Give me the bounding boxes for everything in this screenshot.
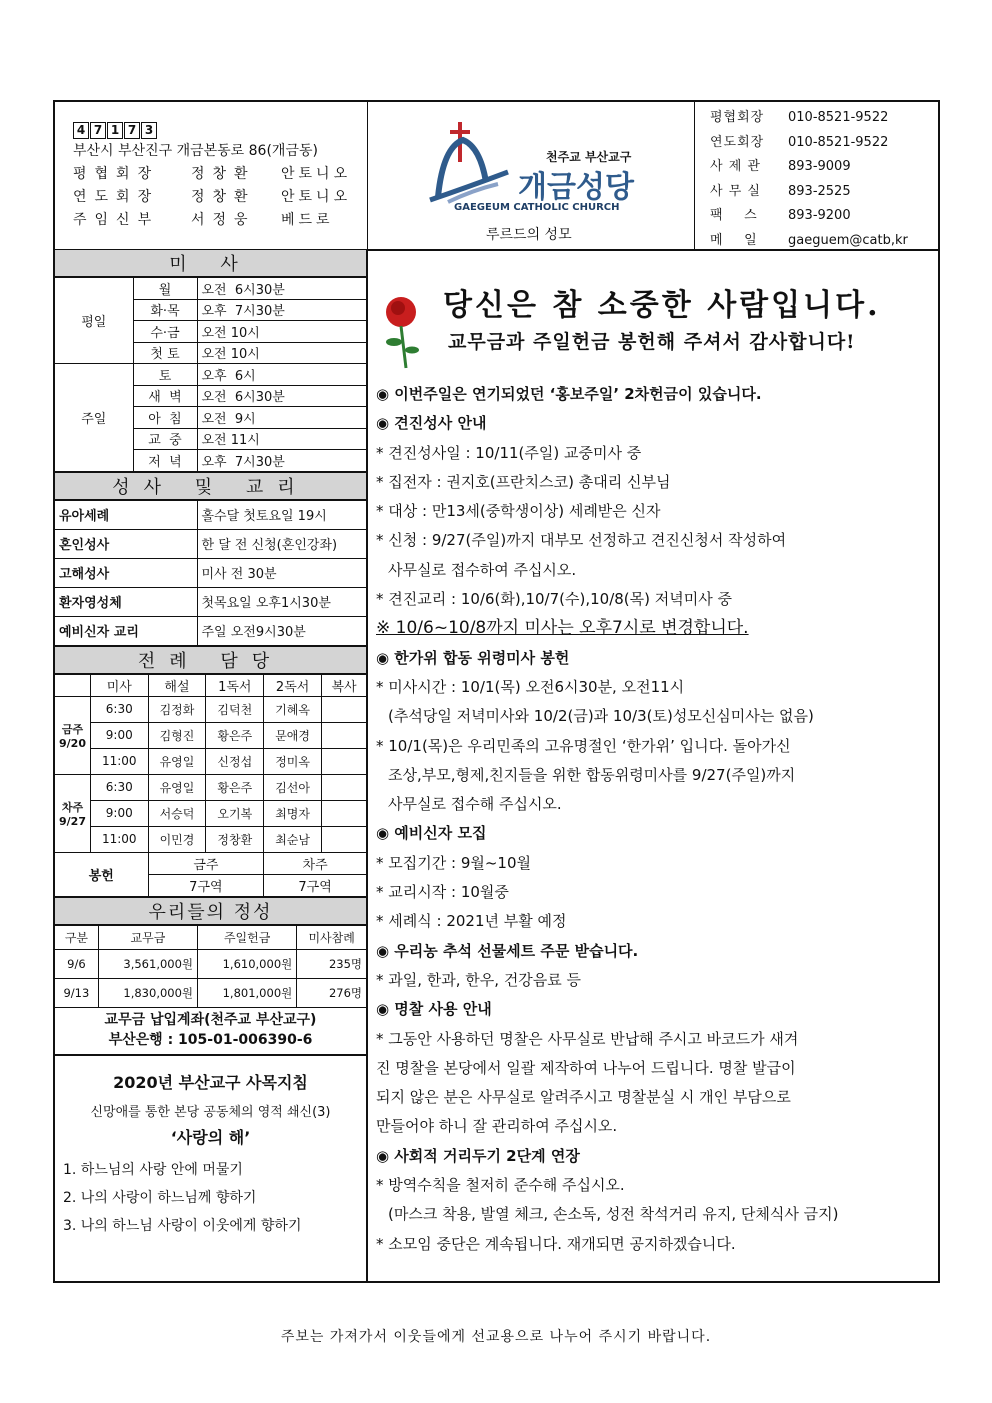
zip-digit: 3	[141, 122, 157, 139]
liturgy-cell: 유영일	[148, 774, 206, 800]
notice-line: ◉ 우리농 추석 선물세트 주문 받습니다.	[376, 941, 639, 960]
logo-church-name: 개금성당	[518, 170, 634, 205]
person-baptism: 안토니오	[281, 166, 352, 182]
liturgy-header: 1독서	[206, 674, 264, 696]
notice-line: ◉ 한가위 합동 위령미사 봉헌	[376, 648, 570, 667]
contact-value: 893-9009	[788, 159, 851, 174]
offerings-cell: 9/13	[55, 978, 98, 1007]
notice-line: * 대상 : 만13세(중학생이상) 세례받은 신자	[376, 502, 661, 521]
person-role: 연도회장	[73, 189, 160, 205]
liturgy-row	[55, 722, 366, 748]
mass-time: 오전 10시	[197, 321, 366, 343]
liturgy-cell: 최순남	[264, 826, 322, 852]
liturgy-cell: 김정화	[148, 696, 206, 722]
pastoral-item: 3. 나의 하느님 사랑이 이웃에게 향하기	[63, 1217, 302, 1234]
contact-value: 010-8521-9522	[788, 110, 889, 125]
bulletin-frame	[53, 100, 940, 1283]
notice-line: 사무실로 접수하여 주십시오.	[388, 560, 577, 579]
liturgy-cell	[322, 722, 366, 748]
liturgy-row	[55, 696, 366, 722]
contacts-block	[695, 102, 940, 250]
sacrament-name: 유아세례	[55, 500, 197, 529]
liturgy-cell: 유영일	[148, 748, 206, 774]
offerings-cell: 1,801,000원	[198, 978, 297, 1007]
sacrament-title: 성사 및 교리	[55, 472, 366, 500]
mass-row	[55, 278, 366, 300]
mass-time: 오전 6시30분	[197, 385, 366, 407]
header-person-row	[73, 209, 367, 232]
mass-day: 수·금	[133, 321, 197, 343]
notice-line: * 교리시작 : 10월중	[376, 883, 509, 902]
pastoral-list	[55, 1156, 366, 1240]
notice-line: * 미사시간 : 10/1(목) 오전6시30분, 오전11시	[376, 677, 685, 696]
notice-line: * 견진교리 : 10/6(화),10/7(수),10/8(목) 저녁미사 중	[376, 590, 732, 609]
offerings-header: 주일헌금	[198, 925, 297, 949]
mass-day: 첫 토	[133, 342, 197, 364]
notice-line: (추석당일 저녁미사와 10/2(금)과 10/3(토)성모신심미사는 없음)	[388, 707, 814, 726]
sacrament-row	[55, 587, 366, 616]
offering-head: 금주	[148, 852, 264, 874]
notice-line: * 과일, 한과, 한우, 건강음료 등	[376, 970, 582, 989]
pastoral-block	[55, 1054, 366, 1240]
sacrament-info: 미사 전 30분	[197, 558, 366, 587]
notice-content	[376, 380, 936, 1259]
contact-label: 사 제 관	[710, 159, 761, 174]
mass-time: 오전 9시	[197, 407, 366, 429]
person-name: 서정웅	[191, 212, 256, 228]
liturgy-cell: 황은주	[206, 774, 264, 800]
notice-line: * 방역수칙을 철저히 준수해 주십시오.	[376, 1176, 625, 1195]
rose-icon	[376, 290, 426, 370]
offering-head-row	[55, 852, 366, 874]
liturgy-cell	[322, 826, 366, 852]
liturgy-cell	[322, 748, 366, 774]
mass-title: 미 사	[55, 250, 366, 277]
liturgy-cell: 9:00	[90, 722, 148, 748]
sacrament-row	[55, 616, 366, 645]
liturgy-header: 복사	[322, 674, 366, 696]
sacrament-row	[55, 500, 366, 529]
header-person-row	[73, 186, 367, 209]
mass-time: 오전 10시	[197, 342, 366, 364]
mass-group-label: 주일	[55, 364, 133, 472]
mass-day: 아 침	[133, 407, 197, 429]
address: 부산시 부산진구 개금본동로 86(개금동)	[73, 143, 318, 159]
church-logo-block	[368, 102, 695, 250]
offerings-cell: 1,610,000원	[198, 949, 297, 978]
notice-line: ◉ 예비신자 모집	[376, 824, 487, 843]
sacrament-name: 예비신자 교리	[55, 616, 197, 645]
contact-value: 893-2525	[788, 183, 851, 199]
liturgy-row	[55, 826, 366, 852]
contact-label: 팩 스	[710, 208, 758, 223]
person-baptism: 안토니오	[281, 189, 352, 205]
liturgy-cell: 9:00	[90, 800, 148, 826]
person-baptism: 베드로	[281, 212, 334, 228]
notice-line: * 그동안 사용하던 명찰은 사무실로 반납해 주시고 바코드가 새겨	[376, 1029, 799, 1048]
liturgy-cell: 6:30	[90, 696, 148, 722]
contact-value: 893-9200	[788, 208, 851, 223]
notice-line: * 견진성사일 : 10/11(주일) 교중미사 중	[376, 443, 642, 462]
sacrament-name: 고해성사	[55, 558, 197, 587]
left-column	[55, 250, 368, 1281]
liturgy-cell: 정창환	[206, 826, 264, 852]
footer-note: 주보는 가져가서 이웃들에게 선교용으로 나누어 주시기 바랍니다.	[280, 1329, 712, 1345]
liturgy-row	[55, 748, 366, 774]
sacrament-row	[55, 558, 366, 587]
offerings-cell: 3,561,000원	[98, 949, 197, 978]
notice-line: * 집전자 : 권지호(프란치스코) 총대리 신부님	[376, 472, 671, 491]
logo-caption: 루르드의 성모	[486, 227, 572, 243]
sacrament-info: 홀수달 첫토요일 19시	[197, 500, 366, 529]
liturgy-week-label: 금주 9/20	[55, 696, 90, 774]
notice-line: ◉ 견진성사 안내	[376, 414, 487, 433]
sacrament-info: 주일 오전9시30분	[197, 616, 366, 645]
offering-head: 차주	[264, 852, 366, 874]
pastoral-title: 2020년 부산교구 사목지침	[113, 1072, 308, 1092]
offerings-table	[55, 925, 366, 1008]
subheadline: 교무금과 주일헌금 봉헌해 주셔서 감사합니다!	[448, 331, 856, 353]
mass-time: 오후 7시30분	[197, 450, 366, 472]
notice-line: * 10/1(목)은 우리민족의 고유명절인 ‘한가위’ 입니다. 돌아가신	[376, 736, 791, 755]
sacrament-info: 첫목요일 오후1시30분	[197, 587, 366, 616]
liturgy-cell: 11:00	[90, 826, 148, 852]
account-line-2: 부산은행 : 105-01-006390-6	[108, 1031, 313, 1048]
contact-row	[710, 155, 940, 180]
notice-line: 만들어야 하니 잘 관리하여 주십시오.	[376, 1117, 618, 1136]
zip-code	[73, 122, 367, 139]
offerings-cell: 9/6	[55, 949, 98, 978]
account-line-1: 교무금 납입계좌(천주교 부산교구)	[104, 1011, 317, 1028]
liturgy-cell: 신정섭	[206, 748, 264, 774]
zip-digit: 7	[90, 122, 106, 139]
sacrament-table	[55, 500, 366, 646]
mass-day: 월	[133, 278, 197, 300]
logo-english: GAEGEUM CATHOLIC CHURCH	[454, 202, 620, 213]
notice-line: * 세례식 : 2021년 부활 예정	[376, 912, 567, 931]
contact-row	[710, 204, 940, 229]
liturgy-cell: 오기복	[206, 800, 264, 826]
contact-label: 연도회장	[710, 134, 765, 150]
liturgy-header: 미사	[90, 674, 148, 696]
liturgy-week-label: 차주 9/27	[55, 774, 90, 852]
liturgy-cell: 최명자	[264, 800, 322, 826]
person-name: 정창환	[191, 189, 256, 205]
account-info	[55, 1008, 366, 1050]
contact-row	[710, 180, 940, 205]
mass-time: 오후 7시30분	[197, 299, 366, 321]
liturgy-cell: 서승덕	[148, 800, 206, 826]
pastoral-sub: 신망애를 통한 본당 공동체의 영적 쇄신(3)	[90, 1104, 331, 1120]
offerings-title: 우리들의 정성	[55, 897, 366, 925]
notice-line: (마스크 착용, 발열 체크, 손소독, 성전 착석거리 유지, 단체식사 금지)	[388, 1205, 839, 1224]
zip-digit: 7	[124, 122, 140, 139]
offerings-cell: 276명	[297, 978, 366, 1007]
notice-line: ◉ 이번주일은 연기되었던 ‘홍보주일’ 2차헌금이 있습니다.	[376, 385, 762, 403]
mass-group-label: 평일	[55, 278, 133, 364]
liturgy-cell: 문애경	[264, 722, 322, 748]
person-role: 평협회장	[73, 166, 160, 182]
notice-line: ◉ 명찰 사용 안내	[376, 1000, 492, 1019]
offerings-header: 미사참례	[297, 925, 366, 949]
offerings-header: 구분	[55, 925, 98, 949]
pastoral-item: 1. 하느님의 사랑 안에 머물기	[63, 1161, 243, 1178]
liturgy-cell: 김형진	[148, 722, 206, 748]
liturgy-corner	[55, 674, 90, 696]
liturgy-cell: 황은주	[206, 722, 264, 748]
notice-line: * 모집기간 : 9월~10월	[376, 853, 531, 872]
notice-line: * 소모임 중단은 계속됩니다. 재개되면 공지하겠습니다.	[376, 1234, 736, 1253]
notice-line: 되지 않은 분은 사무실로 알려주시고 명찰분실 시 개인 부담으로	[376, 1088, 791, 1107]
person-role: 주임신부	[73, 212, 160, 228]
liturgy-cell: 이민경	[148, 826, 206, 852]
liturgy-row	[55, 774, 366, 800]
offerings-row	[55, 978, 366, 1007]
contact-value: gaeguem@catb,kr	[788, 232, 908, 248]
logo-diocese: 천주교 부산교구	[546, 150, 632, 164]
pastoral-theme: ‘사랑의 해’	[170, 1127, 251, 1147]
liturgy-title: 전례 담당	[55, 646, 366, 674]
liturgy-header: 해설	[148, 674, 206, 696]
sacrament-name: 혼인성사	[55, 529, 197, 558]
offering-value: 7구역	[148, 874, 264, 896]
liturgy-header: 2독서	[264, 674, 322, 696]
offerings-row	[55, 949, 366, 978]
notice-line: * 신청 : 9/27(주일)까지 대부모 선정하고 견진신청서 작성하여	[376, 531, 787, 550]
mass-day: 교 중	[133, 428, 197, 450]
liturgy-cell: 11:00	[90, 748, 148, 774]
contact-row	[710, 131, 940, 156]
mass-time: 오전 11시	[197, 428, 366, 450]
liturgy-cell	[322, 800, 366, 826]
notice-line: ※ 10/6~10/8까지 미사는 오후7시로 변경합니다.	[376, 618, 749, 639]
person-name: 정창환	[191, 166, 256, 182]
headline: 당신은 참 소중한 사람입니다.	[443, 288, 881, 323]
mass-day: 화·목	[133, 299, 197, 321]
notice-line: 조상,부모,형제,친지들을 위한 합동위령미사를 9/27(주일)까지	[388, 765, 796, 784]
offerings-header-row	[55, 925, 366, 949]
notice-line: 진 명찰을 본당에서 일괄 제작하여 나누어 드립니다. 명찰 발급이	[376, 1058, 796, 1077]
liturgy-cell: 기혜옥	[264, 696, 322, 722]
zip-digit: 1	[107, 122, 123, 139]
pastoral-item: 2. 나의 사랑이 하느님께 향하기	[63, 1189, 257, 1206]
contact-label: 평협회장	[710, 110, 765, 125]
liturgy-cell: 6:30	[90, 774, 148, 800]
mass-time: 오전 6시30분	[197, 278, 366, 300]
offerings-header: 교무금	[98, 925, 197, 949]
mass-day: 저 녁	[133, 450, 197, 472]
liturgy-cell: 김덕천	[206, 696, 264, 722]
liturgy-cell	[322, 774, 366, 800]
offerings-cell: 1,830,000원	[98, 978, 197, 1007]
offering-label: 봉헌	[55, 852, 148, 896]
contact-label: 메 일	[710, 232, 758, 248]
mass-time: 오후 6시	[197, 364, 366, 386]
mass-table	[55, 277, 366, 472]
contact-label: 사 무 실	[710, 183, 761, 199]
header-address-block	[55, 102, 368, 250]
mass-day: 새 벽	[133, 385, 197, 407]
notice-line: 사무실로 접수해 주십시오.	[388, 795, 562, 814]
liturgy-cell: 김선아	[264, 774, 322, 800]
offerings-cell: 235명	[297, 949, 366, 978]
liturgy-table	[55, 674, 366, 897]
mass-day: 토	[133, 364, 197, 386]
sacrament-info: 한 달 전 신청(혼인강좌)	[197, 529, 366, 558]
notice-line: ◉ 사회적 거리두기 2단계 연장	[376, 1146, 580, 1165]
liturgy-cell: 정미옥	[264, 748, 322, 774]
sacrament-row	[55, 529, 366, 558]
offering-value: 7구역	[264, 874, 366, 896]
liturgy-row	[55, 800, 366, 826]
mass-row	[55, 364, 366, 386]
liturgy-cell	[322, 696, 366, 722]
contact-row	[710, 106, 940, 131]
sacrament-name: 환자영성체	[55, 587, 197, 616]
zip-digit: 4	[73, 122, 89, 139]
contact-value: 010-8521-9522	[788, 134, 889, 150]
right-column	[368, 250, 938, 1281]
liturgy-header-row	[55, 674, 366, 696]
header-person-row	[73, 163, 367, 186]
